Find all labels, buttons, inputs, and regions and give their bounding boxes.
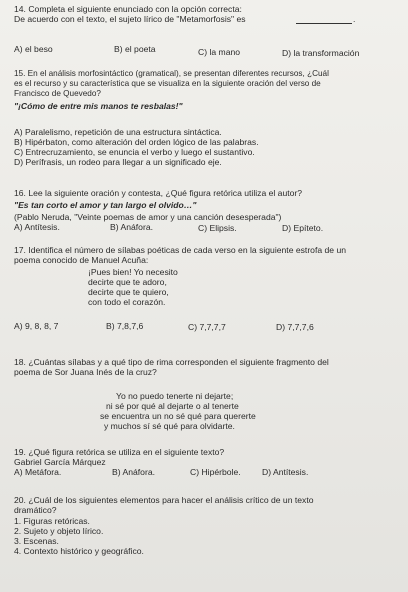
q17-option-a[interactable]: A) 9, 8, 8, 7: [14, 321, 59, 331]
q17-verse-2: decirte que te adoro,: [88, 277, 167, 287]
q19-option-b[interactable]: B) Anáfora.: [112, 467, 155, 477]
q15-prompt-line3: Francisco de Quevedo?: [14, 89, 101, 98]
q16-quote: "Es tan corto el amor y tan largo el olvido…": [14, 200, 197, 210]
q17-option-d[interactable]: D) 7,7,7,6: [276, 322, 314, 332]
q17-prompt-line2: poema conocido de Manuel Acuña:: [14, 255, 149, 265]
q15-option-a[interactable]: A) Paralelismo, repetición de una estructura sintáctica.: [14, 127, 222, 137]
q14-option-c[interactable]: C) la mano: [198, 47, 241, 57]
q18-verse-4: y muchos sí sé qué para olvidarte.: [104, 421, 235, 431]
q20-item-4: 4. Contexto histórico y geográfico.: [14, 546, 144, 556]
q16-option-d[interactable]: D) Epíteto.: [282, 223, 324, 233]
q19-prompt: 19. ¿Qué figura retórica se utiliza en el siguiente texto?: [14, 447, 225, 457]
q15-option-b[interactable]: B) Hipérbaton, como alteración del orden lógico de las palabras.: [14, 137, 259, 147]
q20-item-3: 3. Escenas.: [14, 536, 59, 546]
q19-option-c[interactable]: C) Hipérbole.: [190, 467, 241, 477]
q20-prompt-line2: dramático?: [14, 505, 57, 515]
q19-author: Gabriel García Márquez: [14, 457, 106, 467]
q20-item-1: 1. Figuras retóricas.: [14, 516, 90, 526]
q19-option-d[interactable]: D) Antítesis.: [262, 467, 309, 477]
q18-verse-1: Yo no puedo tenerte ni dejarte;: [116, 391, 234, 401]
q15-quote: "¡Cómo de entre mis manos te resbalas!": [14, 101, 183, 111]
q18-verse-2: ni sé por qué al dejarte o al tenerte: [106, 401, 239, 411]
q14-option-a[interactable]: A) el beso: [14, 44, 53, 54]
q14-prompt-line2: De acuerdo con el texto, el sujeto lírico de "Metamorfosis" es: [14, 14, 246, 24]
q18-verse-3: se encuentra un no sé qué para quererte: [100, 411, 256, 421]
q17-verse-1: ¡Pues bien! Yo necesito: [88, 267, 178, 277]
q20-prompt-line1: 20. ¿Cuál de los siguientes elementos para hacer el análisis crítico de un texto: [14, 495, 314, 505]
q16-source: (Pablo Neruda, "Veinte poemas de amor y una canción desesperada"): [14, 212, 282, 222]
q15-prompt-line2: es el recurso y su característica que se visualiza en la siguiente oración del verso de: [14, 79, 321, 88]
q14-period: .: [353, 14, 356, 24]
q17-verse-4: con todo el corazón.: [88, 297, 166, 307]
q14-option-b[interactable]: B) el poeta: [114, 44, 156, 54]
q14-prompt-line1: 14. Completa el siguiente enunciado con la opción correcta:: [14, 4, 242, 14]
q16-prompt: 16. Lee la siguiente oración y contesta, ¿Qué figura retórica utiliza el autor?: [14, 188, 303, 198]
q14-option-d[interactable]: D) la transformación: [282, 48, 360, 58]
q20-item-2: 2. Sujeto y objeto lírico.: [14, 526, 104, 536]
q19-option-a[interactable]: A) Metáfora.: [14, 467, 62, 477]
q15-prompt-line1: 15. En el análisis morfosintáctico (gramatical), se presentan diferentes recursos, ¿Cuál: [14, 69, 329, 78]
q17-verse-3: decirte que te quiero,: [88, 287, 169, 297]
q14-answer-blank: [296, 23, 352, 24]
q18-prompt-line1: 18. ¿Cuántas sílabas y a qué tipo de rima corresponden el siguiente fragmento del: [14, 357, 329, 367]
q16-option-a[interactable]: A) Antítesis.: [14, 222, 60, 232]
q17-option-b[interactable]: B) 7,8,7,6: [106, 321, 144, 331]
q16-option-c[interactable]: C) Elipsis.: [198, 223, 237, 233]
q17-prompt-line1: 17. Identifica el número de sílabas poéticas de cada verso en la siguiente estrofa de un: [14, 245, 347, 255]
q15-option-c[interactable]: C) Entrecruzamiento, se enuncia el verbo y luego el sustantivo.: [14, 147, 255, 157]
q17-option-c[interactable]: C) 7,7,7,7: [188, 322, 226, 332]
q18-prompt-line2: poema de Sor Juana Inés de la cruz?: [14, 367, 157, 377]
q16-option-b[interactable]: B) Anáfora.: [110, 222, 153, 232]
q15-option-d[interactable]: D) Perífrasis, un rodeo para llegar a un significado eje.: [14, 157, 222, 167]
